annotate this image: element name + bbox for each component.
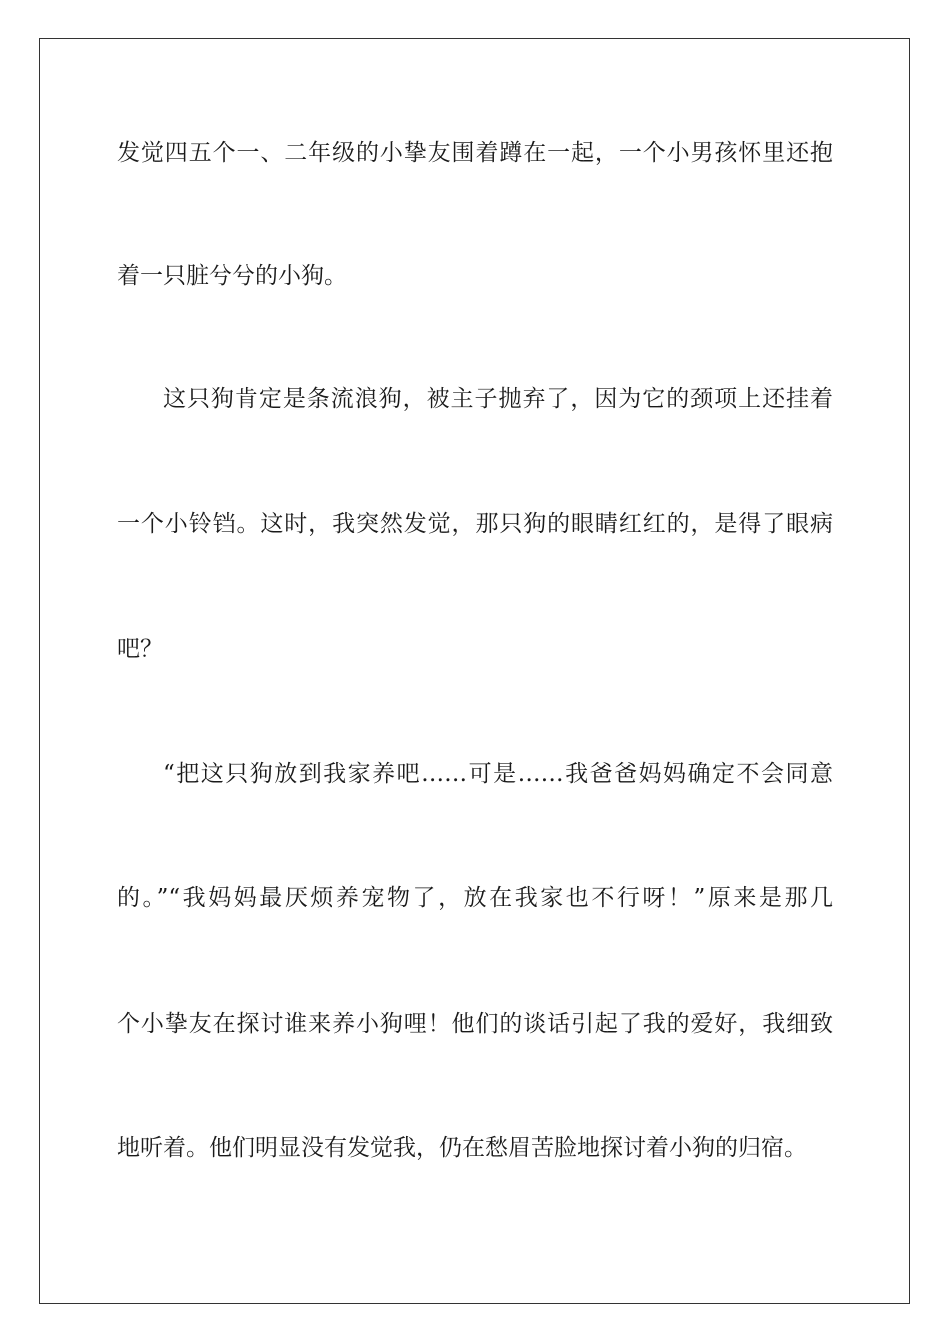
paragraph-line: 吧？ [117, 636, 163, 662]
paragraph-line: 个小挚友在探讨谁来养小狗哩！他们的谈话引起了我的爱好，我细致 [117, 1011, 833, 1037]
paragraph-line: 这只狗肯定是条流浪狗，被主子抛弃了，因为它的颈项上还挂着 [163, 386, 833, 412]
paragraph-line: 着一只脏兮兮的小狗。 [117, 263, 347, 289]
paragraph-line: 发觉四五个一、二年级的小挚友围着蹲在一起，一个小男孩怀里还抱 [117, 140, 833, 166]
paragraph-line: 的。”“我妈妈最厌烦养宠物了，放在我家也不行呀！”原来是那几 [117, 885, 833, 911]
paragraph-line: 地听着。他们明显没有发觉我，仍在愁眉苦脸地探讨着小狗的归宿。 [117, 1135, 807, 1161]
paragraph-line: “把这只狗放到我家养吧……可是……我爸爸妈妈确定不会同意 [163, 761, 833, 787]
paragraph-line: 一个小铃铛。这时，我突然发觉，那只狗的眼睛红红的，是得了眼病 [117, 511, 833, 537]
page-border [39, 38, 910, 1304]
